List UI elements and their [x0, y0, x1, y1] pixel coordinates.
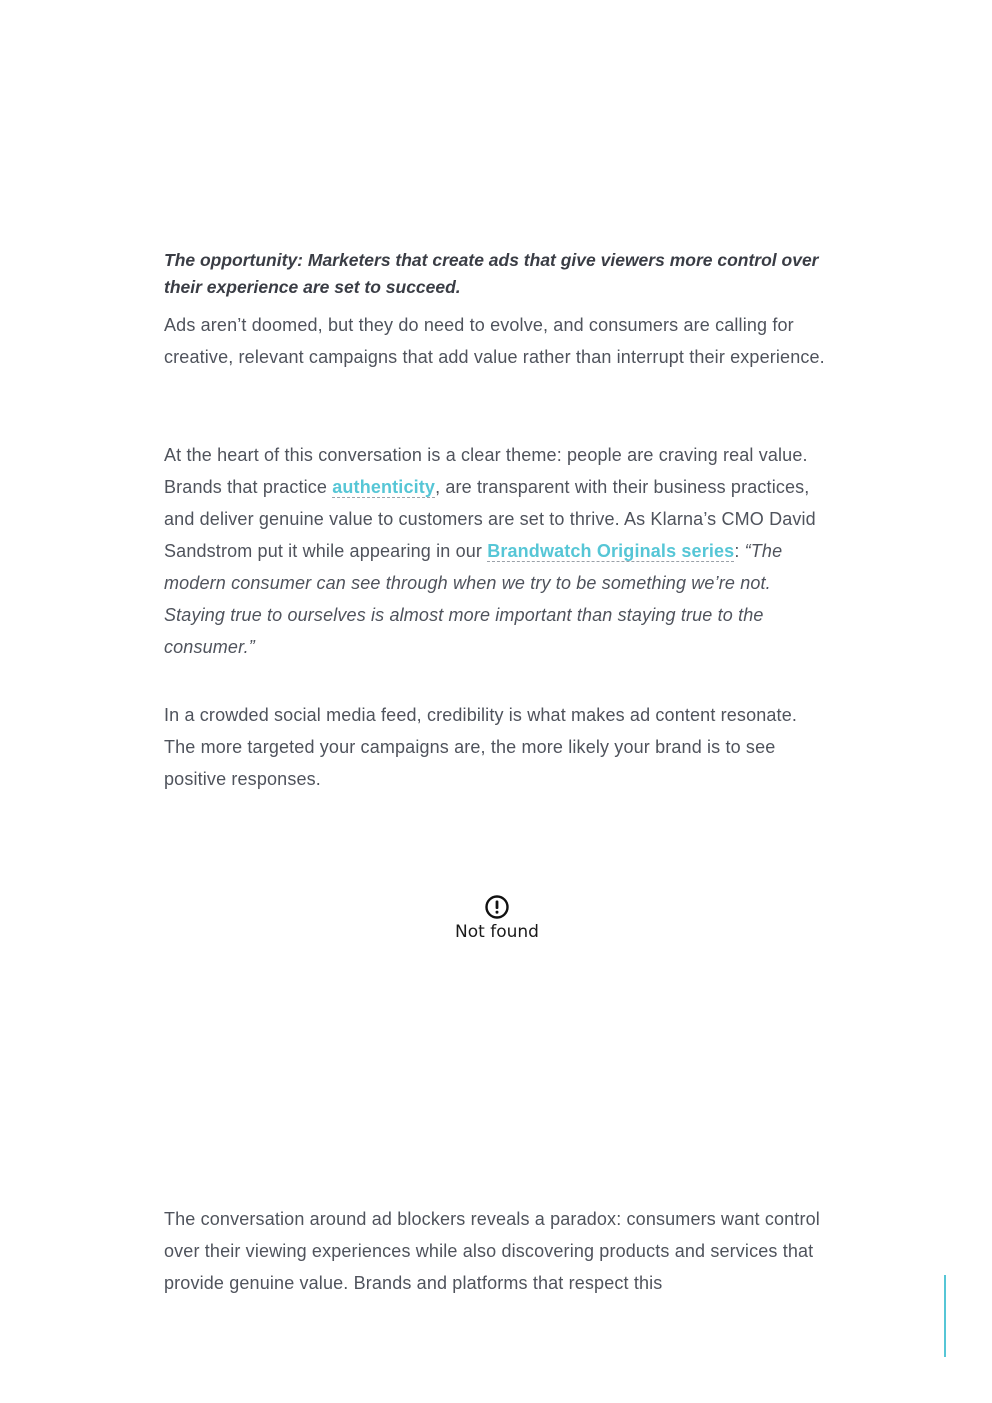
alert-circle-icon [484, 894, 510, 920]
body-paragraph-paradox: The conversation around ad blockers reveals a paradox: consumers want control over their viewing experiences while also discovering products and services that provide genuine value. Brands and platforms that respect this [164, 1209, 820, 1293]
image-not-found-placeholder [420, 894, 574, 942]
paragraph-text: : [734, 541, 745, 561]
body-paragraph-credibility: In a crowded social media feed, credibility is what makes ad content resonate. The more targeted your campaigns are, the more likely your brand is to see positive responses. [164, 705, 798, 789]
body-paragraph-intro: Ads aren’t doomed, but they do need to evolve, and consumers are calling for creative, relevant campaigns that add value rather than interrupt their experience. [164, 315, 825, 367]
not-found-label: Not found [455, 922, 539, 942]
page-edge-accent-rule [944, 1275, 946, 1357]
authenticity-link[interactable]: authenticity [332, 477, 436, 497]
body-paragraph-authenticity [164, 439, 832, 663]
brandwatch-originals-series-link[interactable]: Brandwatch Originals series [487, 541, 735, 561]
sandstrom-quote: “The modern consumer can see through when we try to be something we’re not. Staying true to ourselves is almost more important than staying true to the consumer.” [164, 541, 783, 657]
paragraph-text: At the heart of this conversation is a clear theme: people are craving real value. Brands that practice [164, 445, 808, 497]
paragraph-text: , are transparent with their business practices, and deliver genuine value to customers are set to thrive. As Klarna’s CMO David Sandstrom put it while appearing in our [164, 477, 816, 561]
section-heading: The opportunity: Marketers that create ads that give viewers more control over their experience are set to succeed. [164, 250, 819, 297]
